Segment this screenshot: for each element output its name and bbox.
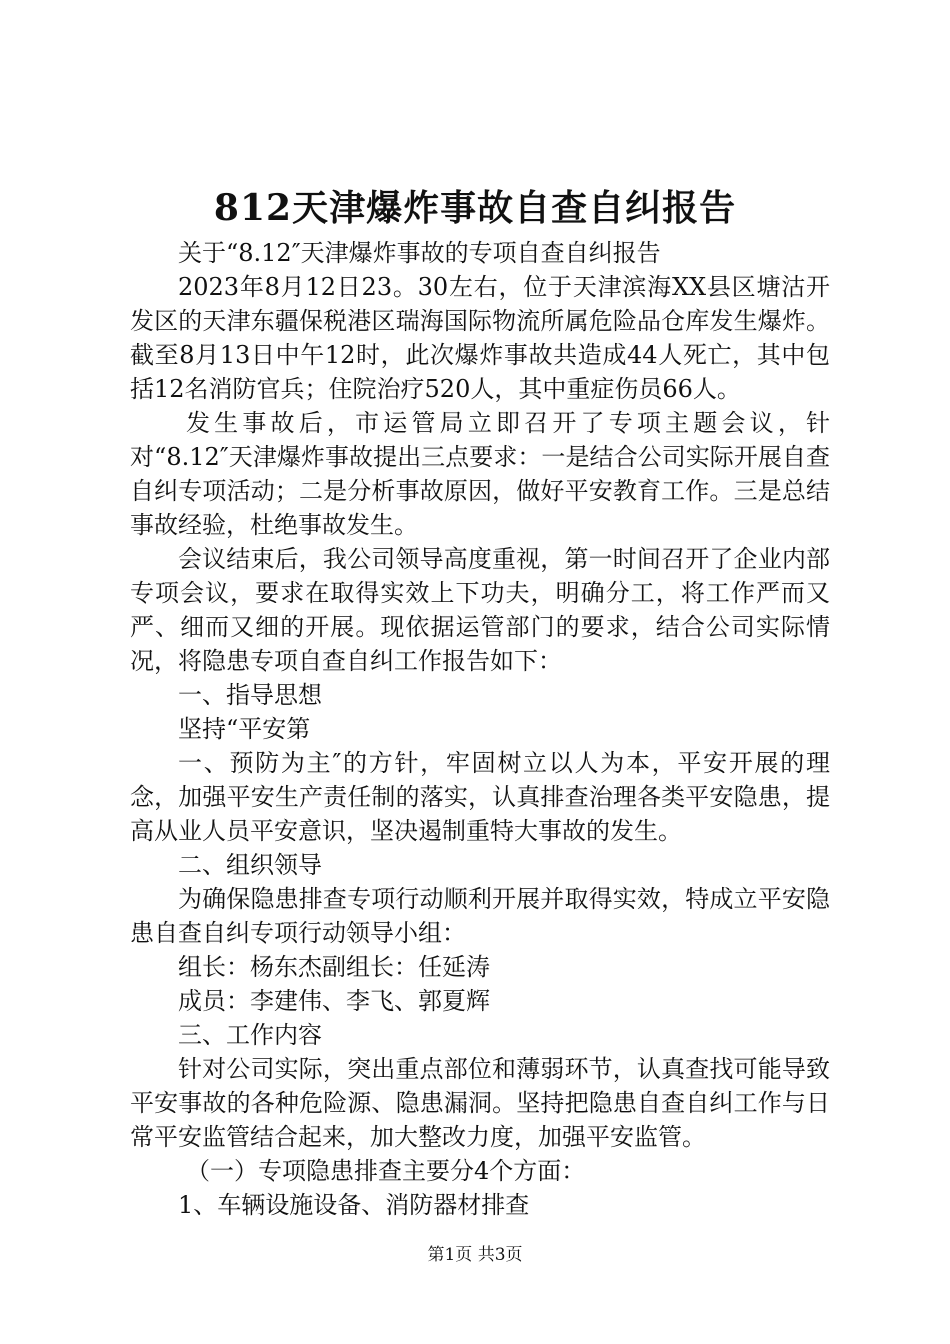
paragraph-leadership-group: 为确保隐患排查专项行动顺利开展并取得实效，特成立平安隐患自查自纠专项行动领导小组： — [130, 885, 830, 947]
heading-guiding-ideology: 一、指导思想 — [178, 681, 322, 709]
heading-organization-leadership: 二、组织领导 — [178, 851, 322, 879]
paragraph-work-content: 针对公司实际，突出重点部位和薄弱环节，认真查找可能导致平安事故的各种危险源、隐患漏洞。坚持把隐患自查自纠工作与日常平安监管结合起来，加大整改力度，加强平安监管。 — [130, 1055, 830, 1151]
paragraph-meeting-requirements: 发生事故后，市运管局立即召开了专项主题会议，针对“8.12″天津爆炸事故提出三点要求：一是结合公司实际开展自查自纠专项活动；二是分析事故原因，做好平安教育工作。三是总结事故经验，杜绝事故发生。 — [130, 409, 830, 539]
paragraph-prevention-principle: 一、预防为主″的方针，牢固树立以人为本，平安开展的理念，加强平安生产责任制的落实，认真排查治理各类平安隐患，提高从业人员平安意识，坚决遏制重特大事故的发生。 — [130, 749, 830, 845]
paragraph-subtitle: 关于“8.12″天津爆炸事故的专项自查自纠报告 — [178, 239, 661, 267]
document-title: 812天津爆炸事故自查自纠报告 — [213, 187, 737, 229]
paragraph-safety-first: 坚持“平安第 — [178, 715, 311, 743]
paragraph-group-leaders: 组长：杨东杰副组长：任延涛 — [178, 953, 490, 981]
page-number-footer: 第1页 共3页 — [427, 1245, 523, 1265]
paragraph-company-response: 会议结束后，我公司领导高度重视，第一时间召开了企业内部专项会议，要求在取得实效上下功夫，明确分工，将工作严而又严、细而又细的开展。现依据运管部门的要求，结合公司实际情况，将隐患专项自查自纠工作报告如下： — [130, 545, 830, 675]
paragraph-accident-summary: 2023年8月12日23。30左右，位于天津滨海XX县区塘沽开发区的天津东疆保税港区瑞海国际物流所属危险品仓库发生爆炸。截至8月13日中午12时，此次爆炸事故共造成44人死亡，其中包括12名消防官兵；住院治疗520人，其中重症伤员66人。 — [130, 273, 830, 403]
paragraph-vehicle-inspection: 1、车辆设施设备、消防器材排查 — [178, 1191, 530, 1219]
paragraph-group-members: 成员：李建伟、李飞、郭夏辉 — [178, 987, 490, 1015]
heading-work-content: 三、工作内容 — [178, 1021, 322, 1049]
paragraph-inspection-aspects: （一）专项隐患排查主要分4个方面： — [186, 1157, 586, 1185]
document-body — [130, 236, 830, 1222]
